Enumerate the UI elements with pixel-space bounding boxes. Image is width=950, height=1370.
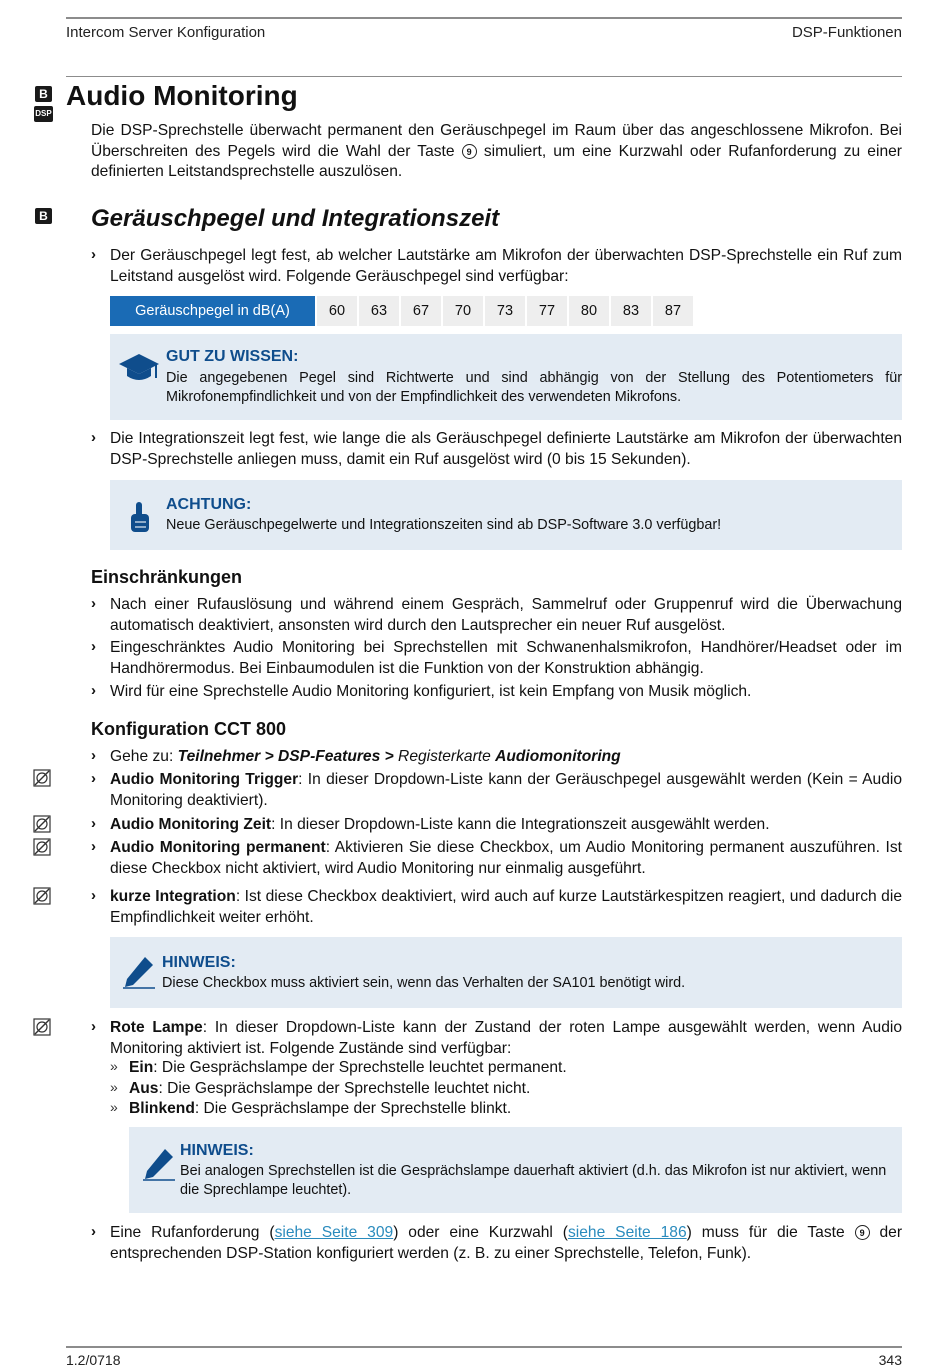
tag-b-2: B [35, 208, 52, 224]
restriction-item: › Eingeschränktes Audio Monitoring bei Sprechstellen mit Schwanenhalsmikrofon, Handhörer/Headset oder im Handhörermodus. Bei Einbaumodulen ist die Funktion von der Konstruktion abhängig. [91, 638, 902, 677]
tip-text: Die angegebenen Pegel sind Richtwerte und sind abhängig von der Stellung des Potentiometers für Mikrofonempfindlichkeit und von der Empfindlichkeit des verwendeten Mikrofons. [166, 370, 902, 405]
levels-header: Geräuschpegel in dB(A) [110, 296, 316, 326]
pencil-icon [143, 1147, 175, 1181]
bullet-marker: › [91, 770, 96, 787]
pencil-icon [123, 955, 155, 989]
bullet-marker: › [91, 1018, 96, 1035]
caution-text: Neue Geräuschpegelwerte und Integrationszeiten sind ab DSP-Software 3.0 verfügbar! [166, 517, 722, 533]
sub-bullet-marker: » [110, 1099, 118, 1115]
level-value: 80 [568, 296, 610, 326]
link-page-186[interactable]: siehe Seite 186 [568, 1224, 687, 1241]
section-heading: Geräuschpegel und Integrationszeit [91, 205, 500, 232]
bullet-marker: › [91, 595, 96, 612]
bullet-marker: › [91, 246, 96, 263]
sub-bullet-marker: » [110, 1079, 118, 1095]
config-item: › kurze Integration: Ist diese Checkbox deaktiviert, wird auch auf kurze Lautstärkespitzen reagiert, und dadurch die Empfindlichkeit weiter erhöht. [91, 887, 902, 926]
note-text: Bei analogen Sprechstellen ist die Gesprächslampe dauerhaft aktiviert (d.h. das Mikrofon ist nur aktiviert, wenn die Sprechlampe leuchtet). [180, 1163, 887, 1198]
config-setting-icon [33, 815, 51, 833]
link-page-309[interactable]: siehe Seite 309 [274, 1224, 394, 1241]
page-title: Audio Monitoring [66, 80, 298, 111]
final-bullet: › Eine Rufanforderung (siehe Seite 309) oder eine Kurzwahl (siehe Seite 186) muss für die Taste 9 der entsprechenden DSP-Station konfiguriert werden (z. B. zu einer Sprechstelle, Telefon, Funk). [91, 1223, 903, 1262]
sub-bullet-marker: » [110, 1058, 118, 1074]
config-setting-icon [33, 887, 51, 905]
tip-title: GUT ZU WISSEN: [166, 348, 299, 365]
key-9-icon: 9 [462, 144, 477, 159]
bullet-marker: › [91, 815, 96, 832]
level-value: 83 [610, 296, 652, 326]
config-heading: Konfiguration CCT 800 [91, 719, 287, 739]
state-item: » Blinkend: Die Gesprächslampe der Sprechstelle blinkt. [110, 1099, 512, 1117]
bullet-marker: › [91, 429, 96, 446]
bullet-marker: › [91, 887, 96, 904]
levels-table [110, 296, 695, 326]
bullet-marker: › [91, 747, 96, 764]
state-item: » Aus: Die Gesprächslampe der Sprechstelle leuchtet nicht. [110, 1079, 531, 1097]
tag-dsp: DSP [34, 106, 53, 122]
config-item: › Audio Monitoring Trigger: In dieser Dropdown-Liste kann der Geräuschpegel ausgewählt werden (Kein = Audio Monitoring deaktiviert). [91, 770, 903, 809]
bullet-marker: › [91, 1223, 96, 1240]
note-title: HINWEIS: [180, 1142, 254, 1159]
level-value: 87 [652, 296, 694, 326]
restrictions-heading: Einschränkungen [91, 567, 243, 587]
header-top-rule [66, 17, 902, 19]
state-item: » Ein: Die Gesprächslampe der Sprechstelle leuchtet permanent. [110, 1058, 567, 1076]
header-right: DSP-Funktionen [791, 24, 902, 41]
config-item: › Audio Monitoring Zeit: In dieser Dropdown-Liste kann die Integrationszeit ausgewählt werden. [91, 815, 770, 833]
page-number: 343 [878, 1352, 902, 1368]
header-left: Intercom Server Konfiguration [66, 24, 266, 41]
config-item-rote-lampe: › Rote Lampe: In dieser Dropdown-Liste kann der Zustand der roten Lampe ausgewählt werden, wenn Audio Monitoring aktiviert ist. Folgende Zustände sind verfügbar: [91, 1018, 903, 1057]
bullet-marker: › [91, 638, 96, 655]
restriction-item: › Wird für eine Sprechstelle Audio Monitoring konfiguriert, ist kein Empfang von Musik möglich. [91, 682, 752, 700]
note-box [129, 1127, 902, 1213]
note-title: HINWEIS: [162, 954, 236, 971]
level-value: 63 [358, 296, 400, 326]
tab-name: Audiomonitoring [495, 748, 621, 765]
config-setting-icon [33, 1018, 51, 1036]
tag-b-1: B [35, 86, 52, 102]
pointing-hand-icon [128, 500, 152, 534]
note-box [110, 937, 902, 1008]
bullet-integrationszeit: › Die Integrationszeit legt fest, wie lange die als Geräuschpegel definierte Lautstärke am Mikrofon der überwachten DSP-Sprechstelle anliegen muss, damit ein Ruf ausgelöst wird (0 bis 15 Sekunden). [91, 429, 902, 468]
note-text: Diese Checkbox muss aktiviert sein, wenn das Verhalten der SA101 benötigt wird. [162, 975, 686, 991]
bullet-geraeuschpegel: › Der Geräuschpegel legt fest, ab welcher Lautstärke am Mikrofon der überwachten DSP-Sprechstelle ein Ruf zum Leitstand ausgelöst wird. Folgende Geräuschpegel sind verfügbar: [91, 246, 902, 285]
caution-title: ACHTUNG: [166, 496, 252, 513]
level-value: 67 [400, 296, 442, 326]
config-setting-icon [33, 769, 51, 787]
graduation-cap-icon [118, 352, 160, 384]
config-goto: › Gehe zu: Teilnehmer > DSP-Features > Registerkarte Audiomonitoring [91, 747, 621, 765]
intro-part1: Die DSP-Sprechstelle überwacht permanent den Geräuschpegel im Raum über das angeschlossene Mikrofon. Bei Überschreiten des Pegels wird die Wahl der Taste [91, 122, 902, 160]
intro-paragraph [91, 121, 902, 183]
key-9-icon: 9 [855, 1225, 870, 1240]
level-value: 73 [484, 296, 526, 326]
intro-part2: simuliert, um eine Kurzwahl oder Rufanforderung zu einer definierten Leitstandsprechstelle auszulösen. [91, 142, 902, 181]
level-value: 60 [316, 296, 358, 326]
bullet-marker: › [91, 838, 96, 855]
config-item: › Audio Monitoring permanent: Aktivieren Sie diese Checkbox, um Audio Monitoring permanent auszuführen. Ist diese Checkbox nicht aktiviert, wird Audio Monitoring nur einmalig ausgeführt. [91, 838, 902, 877]
menu-path: Teilnehmer > DSP-Features > [177, 748, 394, 765]
header-bottom-rule [66, 76, 902, 77]
level-value: 70 [442, 296, 484, 326]
bullet-marker: › [91, 682, 96, 699]
footer-left: 1.2/0718 [66, 1352, 121, 1368]
footer-rule [66, 1346, 902, 1348]
level-value: 77 [526, 296, 568, 326]
restriction-item: › Nach einer Rufauslösung und während einem Gespräch, Sammelruf oder Gruppenruf wird die Überwachung automatisch deaktiviert, ansonsten wird durch den Lautsprecher ein neuer Ruf ausgelöst. [91, 595, 902, 634]
caution-box [110, 480, 902, 550]
tip-box [110, 334, 902, 420]
config-setting-icon [33, 838, 51, 856]
